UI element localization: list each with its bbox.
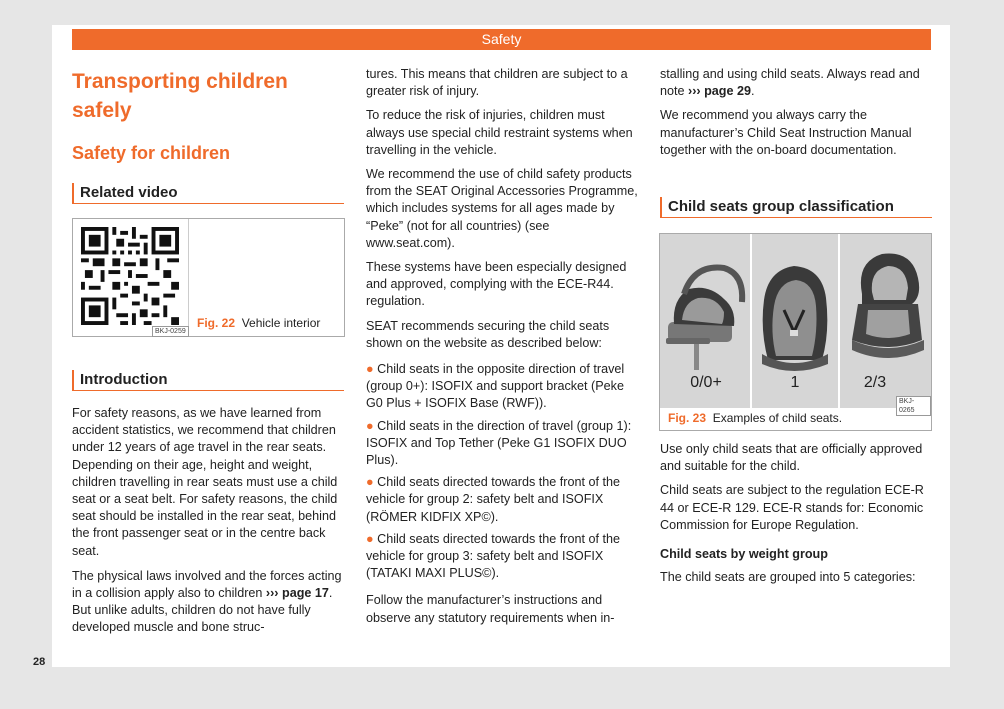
paragraph: For safety reasons, as we have learned from accident statistics, we recommend that children under 12 years of age travel in the rear seats. Depending on their age, height and weight, children travelling in rear seats must use a child seat or a seat belt. For safety reasons, the child seat should be installed in the rear seat, behind the front passenger seat or in the centre back seat. xyxy=(72,406,338,558)
child-seat-group1-icon xyxy=(754,260,836,372)
bullet-icon: ● xyxy=(366,475,374,490)
list-item-text: Child seats in the direction of travel (group 1): ISOFIX and Top Tether (Peke G1 ISOFIX DUO Plus). xyxy=(366,418,632,468)
paragraph: To reduce the risk of injuries, children must always use special child restraint systems when travelling in the vehicle. xyxy=(366,108,633,157)
group-classification-heading: Child seats group classification xyxy=(660,197,932,218)
qr-code-icon[interactable] xyxy=(81,227,179,325)
list-item-text: Child seats in the opposite direction of travel (group 0+): ISOFIX and support bracket (Peke G0 Plus + ISOFIX Base (RWF)). xyxy=(366,362,625,411)
figure-23 xyxy=(659,233,932,431)
paragraph: These systems have been especially designed and approved, complying with the ECE-R44. regulation. xyxy=(366,260,627,309)
list-item xyxy=(366,418,638,470)
bullet-icon: ● xyxy=(366,418,374,433)
figure-code: BKJ-0265 xyxy=(896,396,931,416)
paragraph: Child seats are subject to the regulation ECE-R 44 or ECE-R 129. ECE-R stands for: Economic Commission for Europe Regulation. xyxy=(660,483,924,532)
subheading: Child seats by weight group xyxy=(660,547,828,562)
related-video-heading: Related video xyxy=(72,183,344,204)
list-item-text: Child seats directed towards the front of the vehicle for group 3: safety belt and ISOFIX (TATAKI MAXI PLUS©). xyxy=(366,531,621,581)
paragraph: tures. This means that children are subject to a greater risk of injury. xyxy=(366,67,628,99)
column-2 xyxy=(366,66,638,627)
page-title: Transporting children safely xyxy=(72,70,288,122)
group-label: 0/0+ xyxy=(690,374,722,391)
text: . But unlike adults, children do not have fully developed muscle and bone struc- xyxy=(72,586,333,635)
group-label: 2/3 xyxy=(863,374,887,391)
paragraph: SEAT recommends securing the child seats shown on the website as described below: xyxy=(366,318,610,350)
figure-caption-text: Examples of child seats. xyxy=(712,411,843,425)
figure-22 xyxy=(72,218,345,337)
text: . xyxy=(751,84,755,99)
child-seat-group2-3-icon xyxy=(842,244,928,374)
figure-caption xyxy=(197,316,320,330)
figure-code: BKJ-0259 xyxy=(152,326,189,337)
figure-label: Fig. 23 xyxy=(668,411,707,425)
page-reference-link[interactable]: ››› page 17 xyxy=(265,586,329,601)
paragraph: We recommend the use of child safety products from the SEAT Original Accessories Programme, which includes systems for all ages made by “Peke” (not for all countries) (see www.seat.com). xyxy=(366,167,638,250)
figure-caption-text: Vehicle interior xyxy=(241,316,321,330)
figure-image xyxy=(660,234,931,414)
paragraph: Use only child seats that are officially approved and suitable for the child. xyxy=(660,442,923,474)
list-item xyxy=(366,531,638,583)
paragraph xyxy=(72,568,342,637)
figure-label: Fig. 22 xyxy=(197,316,236,330)
paragraph: We recommend you always carry the manufacturer’s Child Seat Instruction Manual together with the on-board documentation. xyxy=(660,108,912,157)
list-item xyxy=(366,361,638,413)
column-3-top xyxy=(660,66,932,159)
intro-text xyxy=(72,405,342,637)
paragraph: Follow the manufacturer’s instructions and observe any statutory requirements when in- xyxy=(366,593,615,625)
section-title: Safety xyxy=(481,31,522,47)
child-seat-group0-icon xyxy=(664,254,748,372)
paragraph: The child seats are grouped into 5 categories: xyxy=(660,570,916,585)
text: stalling and using child seats. Always read and note xyxy=(660,67,920,99)
page-subtitle: Safety for children xyxy=(72,143,231,163)
paragraph xyxy=(660,66,932,100)
figure-caption xyxy=(668,411,842,425)
group-label: 1 xyxy=(790,374,800,391)
bullet-icon: ● xyxy=(366,531,374,546)
column-3-bottom xyxy=(660,441,932,586)
introduction-heading: Introduction xyxy=(72,370,344,391)
text: The physical laws involved and the forces acting in a collision apply also to children xyxy=(72,568,342,601)
bullet-icon: ● xyxy=(366,362,374,377)
header-bar xyxy=(72,29,931,50)
figure-divider xyxy=(188,219,189,336)
list-item xyxy=(366,474,638,526)
list-item-text: Child seats directed towards the front of the vehicle for group 2: safety belt and ISOFIX (RÖMER KIDFIX XP©). xyxy=(366,475,621,524)
page-number: 28 xyxy=(33,656,46,668)
page-reference-link[interactable]: ››› page 29 xyxy=(688,84,751,99)
